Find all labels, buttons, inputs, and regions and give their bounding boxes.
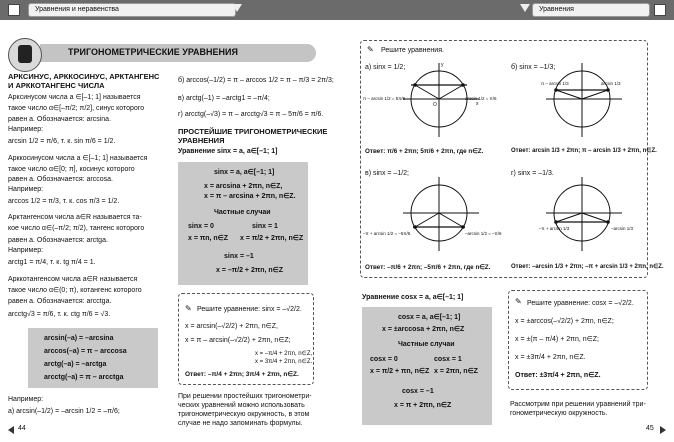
- identity-line: arctg(–a) = –arctga: [44, 361, 107, 368]
- formula-line: x = π/2 + 2πn, n∈Z: [240, 235, 304, 242]
- task-label: б) sinx = –1/3;: [511, 64, 556, 71]
- cos-exercise-box: [508, 290, 648, 390]
- example-line: в) arctg(–1) = –arctg1 = –π/4;: [178, 95, 270, 102]
- special-cases-title: Частные случаи: [398, 341, 455, 348]
- solution-line: x = π – arcsin(–√2/2) + 2πn, n∈Z;: [185, 337, 291, 344]
- definition-line: такое число α∈[–π/2; π/2], синус которого: [8, 105, 145, 112]
- note-line: случае не надо запоминать формулы.: [178, 420, 303, 427]
- definition-line: Например:: [8, 186, 44, 193]
- section-title: ПРОСТЕЙШИЕ ТРИГОНОМЕТРИЧЕСКИЕ: [178, 127, 328, 136]
- definition-line: Арксинусом числа a ∈[–1; 1] называется: [8, 94, 141, 101]
- section-title: УРАВНЕНИЯ: [178, 136, 225, 145]
- axis-label: x: [476, 101, 479, 107]
- answer-line: Ответ: –π/6 + 2πn; –5π/6 + 2πn, где n∈Z.: [365, 264, 491, 271]
- formula-line: sinx = a, a∈[–1; 1]: [214, 169, 275, 176]
- circle-label: –arcsin 1/3: [611, 226, 634, 231]
- equation-heading: Уравнение sinx = a, a∈[–1; 1]: [178, 148, 278, 155]
- section-title: И АРККОТАНГЕНС ЧИСЛА: [8, 81, 105, 90]
- page-number: 44: [18, 425, 26, 432]
- solution-line: x = –π/4 + 2πn, n∈Z,: [255, 351, 313, 357]
- formula-line: x = π + 2πn, n∈Z: [394, 402, 452, 409]
- answer-line: Ответ: –π/4 + 2πn; 3π/4 + 2πn, n∈Z.: [185, 371, 299, 378]
- circle-label: π – arcsin 1/2 = 5π/6: [363, 96, 406, 101]
- corner-square-icon: [8, 4, 20, 16]
- special-cases-title: Частные случаи: [214, 209, 271, 216]
- exercise-title: Решите уравнение: sinx = –√2/2.: [197, 306, 302, 313]
- reader-icon: [8, 38, 42, 72]
- example-line: а) arcsin(–1/2) = –arcsin 1/2 = –π/6;: [8, 408, 120, 415]
- pencil-icon: ✎: [367, 45, 374, 54]
- equation-heading: Уравнение cosx = a, a∈[–1; 1]: [362, 294, 464, 301]
- note-line: тригонометрическую окружность, в этом: [178, 411, 310, 418]
- origin-label: O: [433, 102, 437, 108]
- circle-label: –π + arcsin 1/3: [539, 226, 570, 231]
- example-line: г) arcctg(–√3) = π – arcctg√3 = π – 5π/6 = π/6.: [178, 111, 324, 118]
- formula-line: cosx = 1: [434, 356, 462, 363]
- solution-line: x = ±(π – π/4) + 2πn, n∈Z;: [515, 336, 599, 343]
- task-label: в) sinx = –1/2;: [365, 170, 409, 177]
- definition-line: равен a. Обозначается: arcctga.: [8, 298, 112, 305]
- note-line: гонометрическую окружность.: [510, 410, 608, 417]
- exercise-title: Решите уравнения.: [381, 47, 444, 54]
- formula-line: x = πn, n∈Z: [188, 235, 229, 242]
- page-number: 45: [646, 425, 654, 432]
- example-line: arctg1 = π/4, т. к. tg π/4 = 1.: [8, 259, 96, 266]
- right-triangle-icon: [520, 4, 530, 12]
- circle-label: –arcsin 1/2 = –π/6: [465, 231, 502, 236]
- pencil-icon: ✎: [515, 297, 522, 306]
- definition-line: равен a. Обозначается: arcsina.: [8, 116, 112, 123]
- circle-label: –π + arcsin 1/2 = –5π/6: [363, 231, 411, 236]
- sin-exercises-panel: [360, 40, 664, 278]
- cos-formula-box: [362, 307, 492, 425]
- formula-line: x = arcsina + 2πn, n∈Z,: [204, 183, 283, 190]
- corner-square-icon: [654, 4, 666, 16]
- sin-exercise-box: [178, 293, 314, 385]
- formula-line: x = π – arcsina + 2πn, n∈Z.: [204, 193, 296, 200]
- definition-line: Например:: [8, 247, 44, 254]
- top-header-bar: [0, 0, 674, 20]
- axis-label: y: [441, 62, 444, 68]
- definition-line: равен a. Обозначается: arccosa.: [8, 176, 113, 183]
- solution-line: x = 3π/4 + 2πn, n∈Z.: [255, 359, 313, 365]
- note-line: При решении простейших тригонометри-: [178, 393, 312, 400]
- example-line: б) arccos(–1/2) = π – arccos 1/2 = π – π/3 = 2π/3;: [178, 77, 334, 84]
- formula-line: cosx = 0: [370, 356, 398, 363]
- circle-label: arcsin 1/3: [601, 81, 621, 86]
- definition-line: такое число α∈(0; π), котангенс которого: [8, 287, 142, 294]
- answer-line: Ответ: ±3π/4 + 2πn, n∈Z.: [515, 372, 601, 379]
- task-label: а) sinx = 1/2;: [365, 64, 406, 71]
- circle-label: π – arcsin 1/3: [541, 81, 569, 86]
- note-line: Рассмотрим при решении уравнений три-: [510, 401, 646, 408]
- task-label: г) sinx = –1/3.: [511, 170, 554, 177]
- definition-line: Арккосинусом числа a ∈[–1; 1] называется: [8, 155, 148, 162]
- definition-line: Арктангенсом числа a∈R называется та-: [8, 214, 142, 221]
- solution-line: x = arcsin(–√2/2) + 2πn, n∈Z,: [185, 323, 278, 330]
- chapter-title: ТРИГОНОМЕТРИЧЕСКИЕ УРАВНЕНИЯ: [68, 47, 238, 57]
- formula-line: cosx = a, a∈[–1; 1]: [398, 314, 461, 321]
- definition-line: кое число α∈(–π/2; π/2), тангенс которого: [8, 225, 145, 232]
- answer-line: Ответ: –arcsin 1/3 + 2πn; –π + arcsin 1/3 + 2πn, n∈Z.: [511, 264, 664, 270]
- identity-line: arcctg(–a) = π – arcctga: [44, 374, 124, 381]
- next-page-arrow-icon: [660, 426, 666, 434]
- answer-line: Ответ: π/6 + 2πn; 5π/6 + 2πn, где n∈Z.: [365, 148, 484, 155]
- formula-line: x = 2πn, n∈Z: [434, 368, 478, 375]
- chapter-banner: [40, 44, 316, 62]
- answer-line: Ответ: arcsin 1/3 + 2πn; π – arcsin 1/3 + 2πn, n∈Z.: [511, 148, 657, 154]
- definition-line: такое число α∈[0; π], косинус которого: [8, 166, 135, 173]
- formula-line: x = π/2 + πn, n∈Z: [370, 368, 430, 375]
- example-line: arcsin 1/2 = π/6, т. к. sin π/6 = 1/2.: [8, 138, 116, 145]
- left-triangle-icon: [232, 4, 242, 12]
- formula-line: cosx = –1: [402, 388, 434, 395]
- formula-line: sinx = 0: [188, 223, 214, 230]
- unit-circle-diagrams: [361, 41, 647, 277]
- note-line: ческих уравнений можно использовать: [178, 402, 305, 409]
- identity-line: arcsin(–a) = –arcsina: [44, 335, 114, 342]
- identity-line: arccos(–a) = π – arccosa: [44, 348, 127, 355]
- definition-line: Арккотангенсом числа a∈R называется: [8, 276, 138, 283]
- section-title: АРКСИНУС, АРККОСИНУС, АРКТАНГЕНС: [8, 72, 160, 81]
- solution-line: x = ±3π/4 + 2πn, n∈Z.: [515, 354, 586, 361]
- identities-box: [28, 328, 158, 388]
- definition-line: Например:: [8, 126, 44, 133]
- formula-line: x = –π/2 + 2πn, n∈Z: [216, 267, 284, 274]
- prev-page-arrow-icon: [8, 426, 14, 434]
- solution-line: x = ±arccos(–√2/2) + 2πn, n∈Z;: [515, 318, 614, 325]
- formula-line: sinx = 1: [252, 223, 278, 230]
- example-label: Например:: [8, 396, 44, 403]
- formula-line: sinx = –1: [224, 253, 254, 260]
- example-line: arccos 1/2 = π/3, т. к. cos π/3 = 1/2.: [8, 198, 120, 205]
- exercise-title: Решите уравнение: cosx = –√2/2.: [527, 300, 634, 307]
- circle-label: arcsin 1/2 = π/6: [465, 96, 497, 101]
- pencil-icon: ✎: [185, 304, 192, 313]
- example-line: arcctg√3 = π/6, т. к. ctg π/6 = √3.: [8, 311, 111, 318]
- left-header-field: Уравнения и неравенства: [28, 3, 236, 17]
- sin-formula-box: [178, 162, 308, 285]
- formula-line: x = ±arccosa + 2πn, n∈Z: [382, 326, 465, 333]
- right-header-field: Уравнения: [532, 3, 650, 17]
- definition-line: равен a. Обозначается: arctga.: [8, 237, 108, 244]
